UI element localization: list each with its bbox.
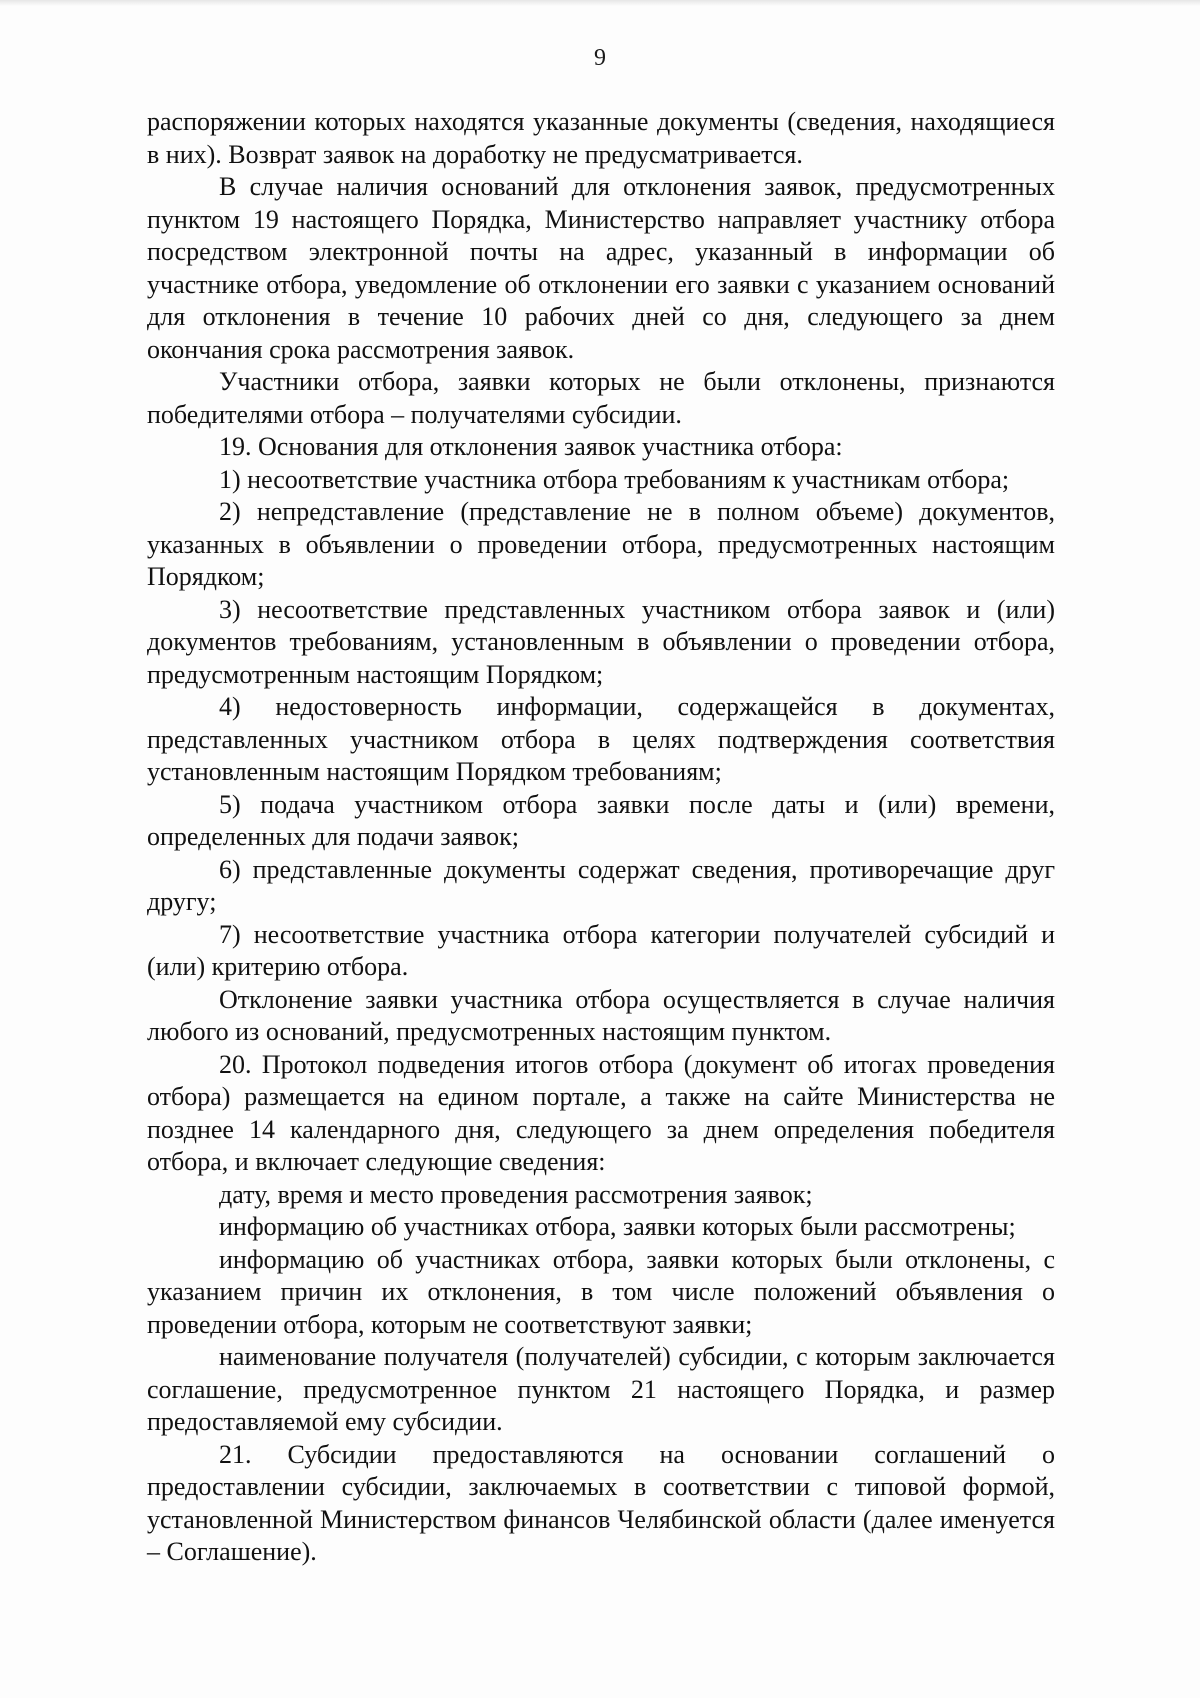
paragraph-rejection-notice: В случае наличия оснований для отклонения заявок, предусмотренных пунктом 19 настоящего Порядка, Министерство направляет участнику отбора посредством электронной почты на адрес, указанный в информации об участнике отбора, уведомление об отклонении его заявки с указанием оснований для отклонения в течение 10 рабочих дней со дня, следующего за днем окончания срока рассмотрения заявок. [147,172,1055,364]
page-number: 9 [594,45,606,71]
clause-19-item-3: 3) несоответствие представленных участником отбора заявок и (или) документов требованиям, установленным в объявлении о проведении отбора, предусмотренным настоящим Порядком; [147,594,1055,689]
clause-19-item-2: 2) непредставление (представление не в полном объеме) документов, указанных в объявлении о проведении отбора, предусмотренных настоящим Порядком; [147,497,1055,591]
clause-20-item-reviewed: информацию об участниках отбора, заявки которых были рассмотрены; [219,1212,1016,1241]
clause-21: 21. Субсидии предоставляются на основании соглашений о предоставлении субсидии, заключаемых в соответствии с типовой формой, установленной Министерством финансов Челябинской области (далее именуется – Соглашение). [147,1439,1055,1566]
clause-20-item-date: дату, время и место проведения рассмотрения заявок; [219,1179,813,1209]
clause-20-heading: 20. Протокол подведения итогов отбора (документ об итогах проведения отбора) размещается на едином портале, а также на сайте Министерства не позднее 14 календарного дня, следующего за днем определения победителя отбора, и включает следующие сведения: [147,1049,1055,1176]
clause-19-item-7: 7) несоответствие участника отбора категории получателей субсидий и (или) критерию отбора. [147,919,1055,981]
document-body [147,106,1055,1569]
paragraph-rejection-rule: Отклонение заявки участника отбора осуществляется в случае наличия любого из оснований, предусмотренных настоящим пунктом. [147,984,1055,1046]
clause-19-item-6: 6) представленные документы содержат сведения, противоречащие друг другу; [147,854,1055,916]
paragraph-winners: Участники отбора, заявки которых не были отклонены, признаются победителями отбора – получателями субсидии. [147,367,1055,429]
scan-edge [0,0,1200,6]
clause-20-item-rejected: информацию об участниках отбора, заявки которых были отклонены, с указанием причин их отклонения, в том числе положений объявления о проведении отбора, которым не соответствуют заявки; [147,1244,1055,1339]
clause-19-item-5: 5) подача участником отбора заявки после даты и (или) времени, определенных для подачи заявок; [147,789,1055,851]
clause-19-item-4: 4) недостоверность информации, содержащейся в документах, представленных участником отбора в целях подтверждения соответствия установленным настоящим Порядком требованиям; [147,692,1055,786]
paragraph-continuation: распоряжении которых находятся указанные документы (сведения, находящиеся в них). Возврат заявок на доработку не предусматривается. [147,107,1055,169]
clause-19-heading: 19. Основания для отклонения заявок участника отбора: [219,432,843,461]
clause-19-item-1: 1) несоответствие участника отбора требованиям к участникам отбора; [219,464,1010,494]
clause-20-item-recipient: наименование получателя (получателей) субсидии, с которым заключается соглашение, предусмотренное пунктом 21 настоящего Порядка, и размер предоставляемой ему субсидии. [147,1342,1055,1436]
